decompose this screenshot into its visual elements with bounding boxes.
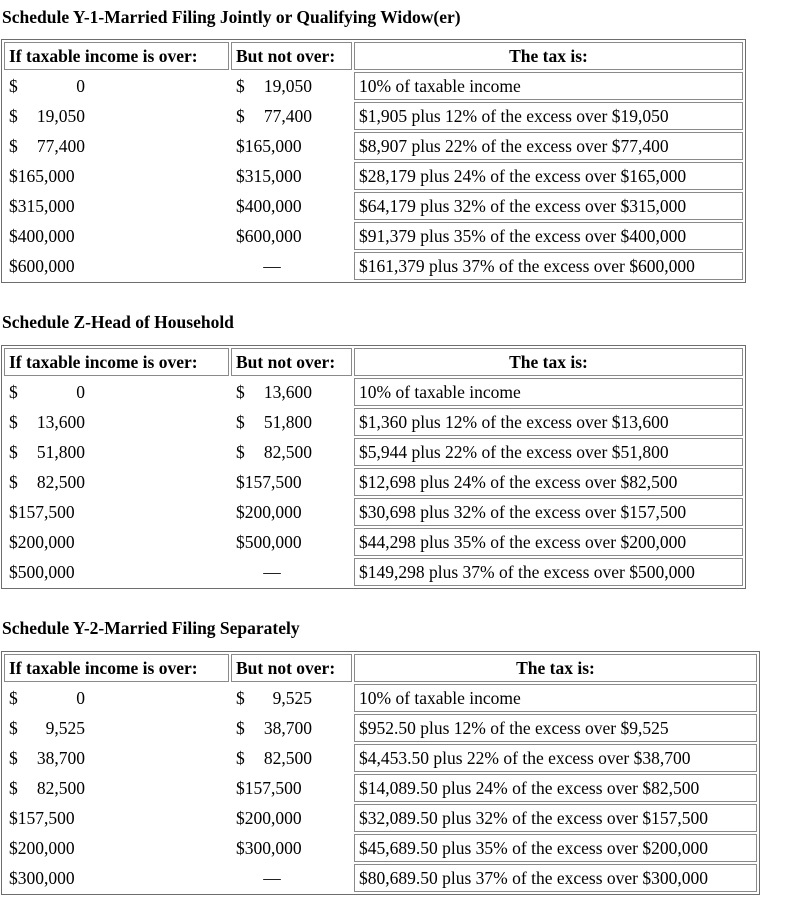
over-amount	[9, 748, 224, 769]
not-over-cell	[231, 132, 352, 160]
not-over-amount	[236, 76, 347, 97]
header-tax: The tax is:	[354, 42, 743, 70]
header-not-over: But not over:	[231, 42, 352, 70]
not-over-cell	[231, 684, 352, 712]
not-over-cell	[231, 864, 352, 892]
over-amount	[9, 196, 224, 217]
not-over-amount	[236, 196, 347, 217]
not-over-cell	[231, 468, 352, 496]
bracket-row	[4, 804, 757, 832]
tax-cell: $1,360 plus 12% of the excess over $13,600	[354, 408, 743, 436]
schedule-z-title: Schedule Z-Head of Household	[2, 312, 234, 332]
not-over-amount	[236, 532, 347, 553]
over-number: 82,500	[36, 471, 85, 492]
over-number: 0	[76, 75, 85, 96]
over-symbol: $157,500	[9, 501, 75, 522]
not-over-cell	[231, 558, 352, 586]
not-over-amount	[236, 868, 347, 889]
bracket-row	[4, 468, 743, 496]
header-tax: The tax is:	[354, 654, 757, 682]
not-over-cell	[231, 192, 352, 220]
tax-cell: $30,698 plus 32% of the excess over $157,500	[354, 498, 743, 526]
not-over-amount	[236, 472, 347, 493]
not-over-symbol: $	[236, 441, 245, 462]
over-cell	[4, 744, 229, 772]
bracket-row	[4, 834, 757, 862]
not-over-symbol: $	[236, 75, 245, 96]
not-over-number: 51,800	[263, 411, 312, 432]
over-cell	[4, 774, 229, 802]
not-over-symbol: $	[236, 747, 245, 768]
over-symbol: $	[9, 75, 18, 96]
bracket-row	[4, 744, 757, 772]
not-over-number: 38,700	[263, 717, 312, 738]
not-over-symbol: $315,000	[236, 165, 302, 186]
over-symbol: $	[9, 411, 18, 432]
bracket-row	[4, 378, 743, 406]
tax-cell: $12,698 plus 24% of the excess over $82,500	[354, 468, 743, 496]
over-amount	[9, 256, 224, 277]
bracket-row	[4, 252, 743, 280]
over-number: 9,525	[45, 717, 85, 738]
over-amount	[9, 532, 224, 553]
bracket-row	[4, 192, 743, 220]
not-over-amount	[236, 106, 347, 127]
tax-cell: $14,089.50 plus 24% of the excess over $82,500	[354, 774, 757, 802]
over-cell	[4, 162, 229, 190]
not-over-symbol: $200,000	[236, 807, 302, 828]
not-over-number: 13,600	[263, 381, 312, 402]
header-over: If taxable income is over:	[4, 42, 229, 70]
not-over-symbol: $165,000	[236, 135, 302, 156]
over-cell	[4, 468, 229, 496]
tax-cell: $5,944 plus 22% of the excess over $51,800	[354, 438, 743, 466]
over-number: 0	[76, 687, 85, 708]
tax-cell: $44,298 plus 35% of the excess over $200,000	[354, 528, 743, 556]
tax-cell: $149,298 plus 37% of the excess over $500,000	[354, 558, 743, 586]
over-symbol: $500,000	[9, 561, 75, 582]
over-symbol: $165,000	[9, 165, 75, 186]
not-over-cell	[231, 744, 352, 772]
over-amount	[9, 106, 224, 127]
not-over-cell	[231, 438, 352, 466]
bracket-row	[4, 774, 757, 802]
over-amount	[9, 838, 224, 859]
not-over-number: 9,525	[272, 687, 312, 708]
not-over-cell	[231, 102, 352, 130]
over-amount	[9, 778, 224, 799]
over-cell	[4, 378, 229, 406]
over-cell	[4, 252, 229, 280]
not-over-amount	[236, 412, 347, 433]
over-amount	[9, 226, 224, 247]
over-symbol: $300,000	[9, 867, 75, 888]
over-cell	[4, 72, 229, 100]
not-over-amount	[236, 256, 347, 277]
over-symbol: $	[9, 441, 18, 462]
header-over: If taxable income is over:	[4, 348, 229, 376]
over-cell	[4, 684, 229, 712]
bracket-row	[4, 222, 743, 250]
tax-cell: 10% of taxable income	[354, 72, 743, 100]
bracket-row	[4, 714, 757, 742]
not-over-symbol: $600,000	[236, 225, 302, 246]
not-over-cell	[231, 804, 352, 832]
not-over-cell	[231, 162, 352, 190]
not-over-symbol: —	[263, 255, 281, 276]
not-over-cell	[231, 408, 352, 436]
not-over-cell	[231, 378, 352, 406]
tax-cell: $91,379 plus 35% of the excess over $400,000	[354, 222, 743, 250]
not-over-symbol: $157,500	[236, 471, 302, 492]
over-symbol: $400,000	[9, 225, 75, 246]
tax-cell: $32,089.50 plus 32% of the excess over $157,500	[354, 804, 757, 832]
over-symbol: $	[9, 381, 18, 402]
not-over-number: 77,400	[263, 105, 312, 126]
not-over-amount	[236, 442, 347, 463]
schedule-y1-title: Schedule Y-1-Married Filing Jointly or Qualifying Widow(er)	[2, 7, 461, 27]
over-symbol: $200,000	[9, 531, 75, 552]
over-symbol: $	[9, 135, 18, 156]
header-row	[4, 42, 743, 70]
schedule-z-table	[1, 345, 746, 589]
over-amount	[9, 868, 224, 889]
not-over-cell	[231, 72, 352, 100]
not-over-symbol: $200,000	[236, 501, 302, 522]
header-over: If taxable income is over:	[4, 654, 229, 682]
over-cell	[4, 132, 229, 160]
not-over-amount	[236, 778, 347, 799]
not-over-amount	[236, 562, 347, 583]
over-amount	[9, 562, 224, 583]
not-over-cell	[231, 714, 352, 742]
not-over-symbol: $500,000	[236, 531, 302, 552]
over-amount	[9, 502, 224, 523]
not-over-cell	[231, 222, 352, 250]
bracket-row	[4, 684, 757, 712]
over-symbol: $	[9, 777, 18, 798]
tax-cell: $8,907 plus 22% of the excess over $77,400	[354, 132, 743, 160]
over-number: 82,500	[36, 777, 85, 798]
not-over-amount	[236, 136, 347, 157]
header-row	[4, 348, 743, 376]
tax-cell: 10% of taxable income	[354, 684, 757, 712]
tax-cell: 10% of taxable income	[354, 378, 743, 406]
over-symbol: $	[9, 687, 18, 708]
over-cell	[4, 804, 229, 832]
over-amount	[9, 718, 224, 739]
not-over-symbol: $	[236, 105, 245, 126]
not-over-symbol: $	[236, 381, 245, 402]
schedule-y1-table	[1, 39, 746, 283]
over-cell	[4, 222, 229, 250]
over-symbol: $	[9, 105, 18, 126]
not-over-amount	[236, 718, 347, 739]
bracket-row	[4, 498, 743, 526]
header-not-over: But not over:	[231, 654, 352, 682]
not-over-number: 19,050	[263, 75, 312, 96]
over-cell	[4, 438, 229, 466]
not-over-symbol: $400,000	[236, 195, 302, 216]
not-over-cell	[231, 528, 352, 556]
over-symbol: $315,000	[9, 195, 75, 216]
over-symbol: $157,500	[9, 807, 75, 828]
tax-cell: $45,689.50 plus 35% of the excess over $200,000	[354, 834, 757, 862]
over-amount	[9, 442, 224, 463]
not-over-cell	[231, 498, 352, 526]
bracket-row	[4, 132, 743, 160]
over-amount	[9, 688, 224, 709]
over-amount	[9, 382, 224, 403]
not-over-number: 82,500	[263, 441, 312, 462]
not-over-symbol: $	[236, 717, 245, 738]
over-number: 38,700	[36, 747, 85, 768]
not-over-amount	[236, 382, 347, 403]
tax-cell: $4,453.50 plus 22% of the excess over $38,700	[354, 744, 757, 772]
over-cell	[4, 714, 229, 742]
not-over-amount	[236, 502, 347, 523]
over-number: 19,050	[36, 105, 85, 126]
over-amount	[9, 76, 224, 97]
not-over-amount	[236, 688, 347, 709]
not-over-symbol: —	[263, 561, 281, 582]
over-cell	[4, 834, 229, 862]
not-over-amount	[236, 748, 347, 769]
over-amount	[9, 808, 224, 829]
bracket-row	[4, 72, 743, 100]
over-number: 0	[76, 381, 85, 402]
over-number: 13,600	[36, 411, 85, 432]
over-symbol: $	[9, 717, 18, 738]
over-cell	[4, 408, 229, 436]
bracket-row	[4, 102, 743, 130]
over-cell	[4, 558, 229, 586]
not-over-cell	[231, 834, 352, 862]
over-amount	[9, 136, 224, 157]
over-cell	[4, 864, 229, 892]
tax-cell: $1,905 plus 12% of the excess over $19,050	[354, 102, 743, 130]
schedule-y2-table	[1, 651, 760, 895]
over-symbol: $200,000	[9, 837, 75, 858]
over-cell	[4, 528, 229, 556]
not-over-symbol: $300,000	[236, 837, 302, 858]
not-over-symbol: —	[263, 867, 281, 888]
not-over-amount	[236, 808, 347, 829]
not-over-symbol: $	[236, 411, 245, 432]
over-cell	[4, 102, 229, 130]
header-row	[4, 654, 757, 682]
bracket-row	[4, 162, 743, 190]
over-number: 51,800	[36, 441, 85, 462]
over-cell	[4, 192, 229, 220]
over-cell	[4, 498, 229, 526]
over-amount	[9, 166, 224, 187]
not-over-cell	[231, 774, 352, 802]
not-over-amount	[236, 226, 347, 247]
not-over-amount	[236, 166, 347, 187]
not-over-symbol: $	[236, 687, 245, 708]
over-amount	[9, 472, 224, 493]
tax-cell: $28,179 plus 24% of the excess over $165,000	[354, 162, 743, 190]
bracket-row	[4, 438, 743, 466]
tax-cell: $161,379 plus 37% of the excess over $600,000	[354, 252, 743, 280]
over-amount	[9, 412, 224, 433]
header-tax: The tax is:	[354, 348, 743, 376]
schedule-y2-title: Schedule Y-2-Married Filing Separately	[2, 618, 300, 638]
over-number: 77,400	[36, 135, 85, 156]
bracket-row	[4, 864, 757, 892]
not-over-symbol: $157,500	[236, 777, 302, 798]
not-over-cell	[231, 252, 352, 280]
over-symbol: $600,000	[9, 255, 75, 276]
not-over-number: 82,500	[263, 747, 312, 768]
tax-cell: $64,179 plus 32% of the excess over $315,000	[354, 192, 743, 220]
tax-cell: $952.50 plus 12% of the excess over $9,525	[354, 714, 757, 742]
not-over-amount	[236, 838, 347, 859]
bracket-row	[4, 558, 743, 586]
header-not-over: But not over:	[231, 348, 352, 376]
tax-cell: $80,689.50 plus 37% of the excess over $300,000	[354, 864, 757, 892]
bracket-row	[4, 528, 743, 556]
over-symbol: $	[9, 471, 18, 492]
bracket-row	[4, 408, 743, 436]
over-symbol: $	[9, 747, 18, 768]
